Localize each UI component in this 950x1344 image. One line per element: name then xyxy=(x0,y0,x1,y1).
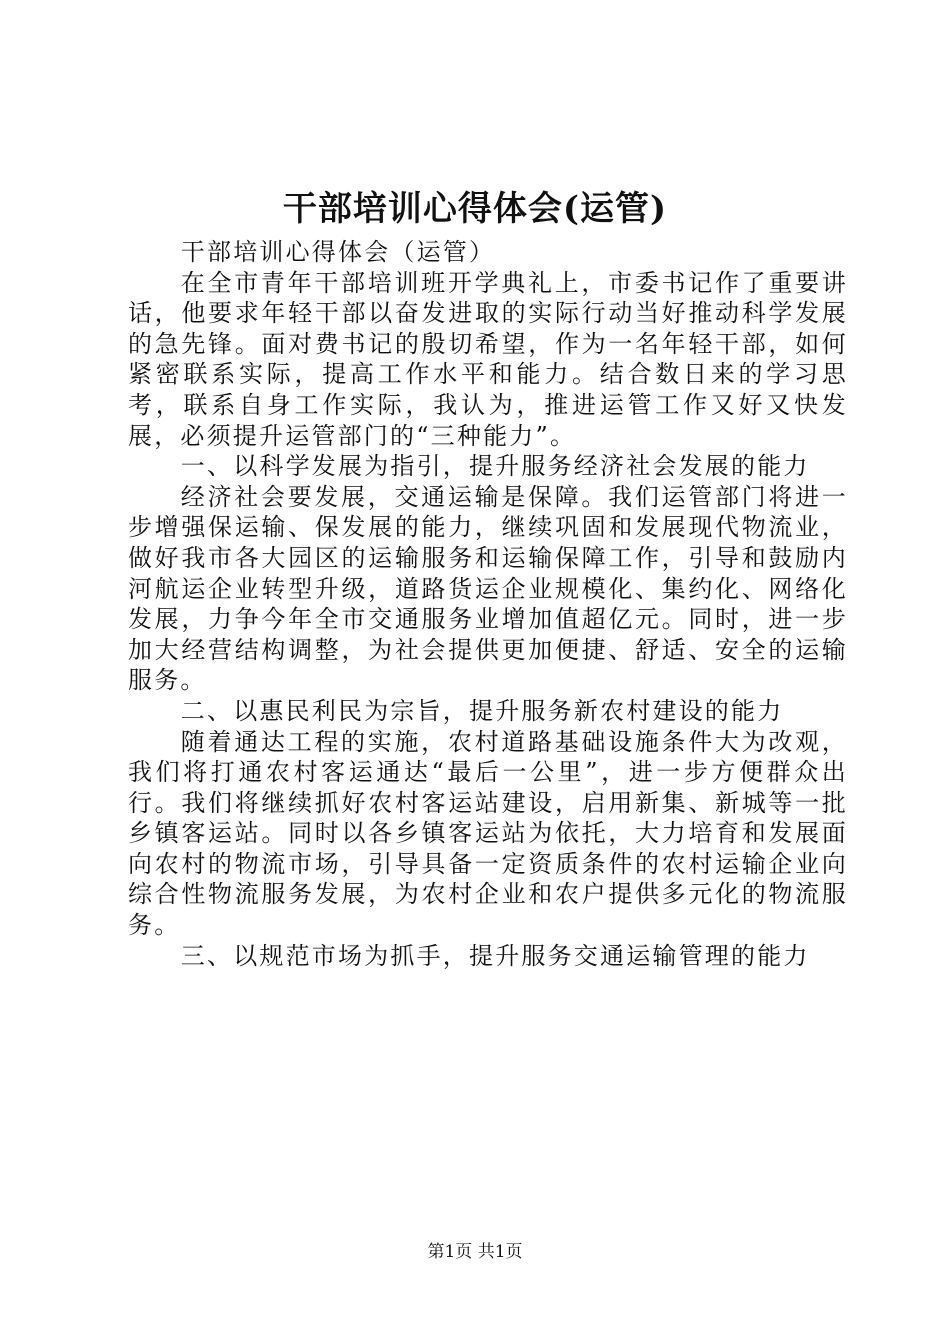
subtitle-paragraph: 干部培训心得体会（运管） xyxy=(180,238,496,266)
section-paragraph-2: 随着通达工程的实施，农村道路基础设施条件大为改观，我们将打通农村客运通达“最后一公里”，进一步方便群众出行。我们将继续抓好农村客运站建设，启用新集、新城等一批乡镇客运站。同时以各乡镇客运站为依托，大力培育和发展面向农村的物流市场，引导具备一定资质条件的农村运输企业向综合性物流服务发展，为农村企业和农户提供多元化的物流服务。 xyxy=(128,727,848,940)
section-heading-1: 一、以科学发展为指引，提升服务经济社会发展的能力 xyxy=(180,452,810,481)
section-paragraph-1: 经济社会要发展，交通运输是保障。我们运管部门将进一步增强保运输、保发展的能力，继续巩固和发展现代物流业，做好我市各大园区的运输服务和运输保障工作，引导和鼓励内河航运企业转型升级，道路货运企业规模化、集约化、网络化发展，力争今年全市交通服务业增加值超亿元。同时，进一步加大经营结构调整，为社会提供更加便捷、舒适、安全的运输服务。 xyxy=(128,482,848,695)
intro-paragraph: 在全市青年干部培训班开学典礼上，市委书记作了重要讲话，他要求年轻干部以奋发进取的实际行动当好推动科学发展的急先锋。面对费书记的殷切希望，作为一名年轻干部，如何紧密联系实际，提高工作水平和能力。结合数日来的学习思考，联系自身工作实际，我认为，推进运管工作又好又快发展，必须提升运管部门的“三种能力”。 xyxy=(128,268,848,450)
document-title: 干部培训心得体会(运管) xyxy=(282,189,668,229)
page-number-footer: 第1页 共1页 xyxy=(427,1242,523,1262)
document-body xyxy=(128,237,848,971)
section-heading-3: 三、以规范市场为抓手，提升服务交通运输管理的能力 xyxy=(180,941,810,970)
section-heading-2: 二、以惠民利民为宗旨，提升服务新农村建设的能力 xyxy=(180,696,784,725)
